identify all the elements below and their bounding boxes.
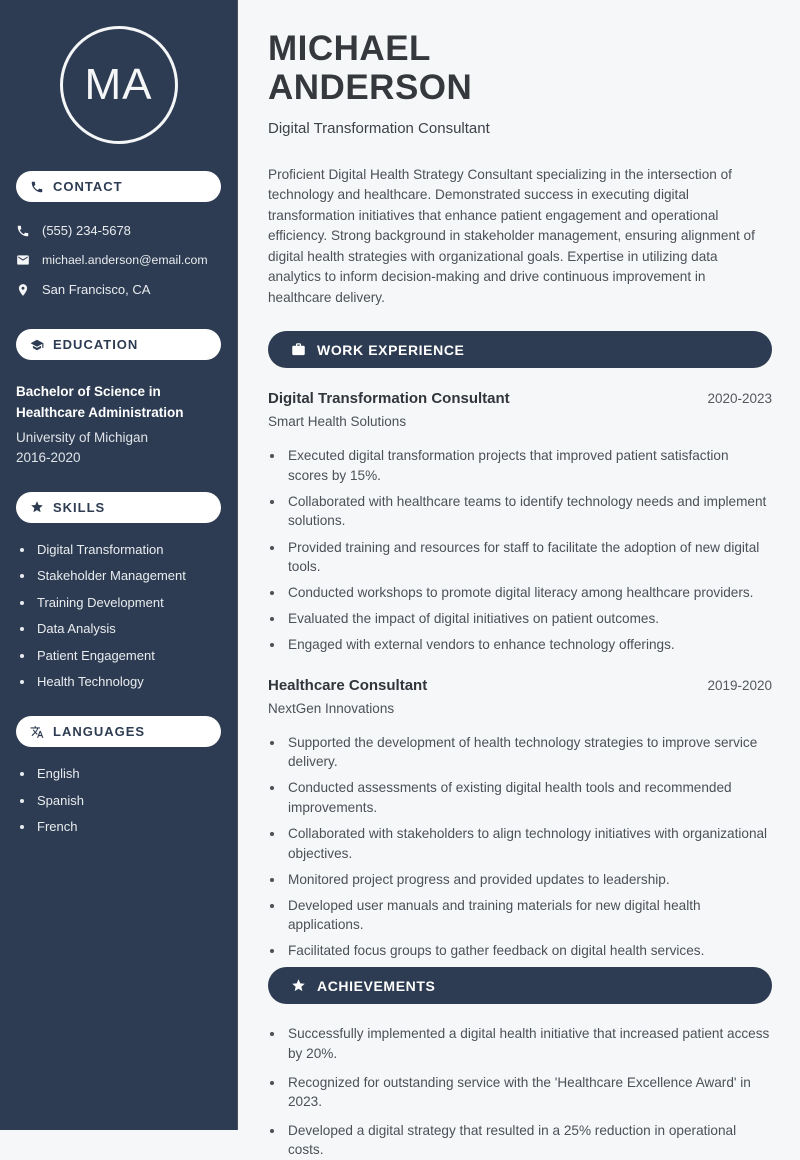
education-section-header <box>16 329 221 360</box>
star-icon <box>30 500 44 514</box>
skill-item: • Health Technology <box>35 674 221 689</box>
achievement-bullet: • Developed a digital strategy that resulted in a 25% reduction in operational costs. <box>285 1121 772 1160</box>
translate-icon <box>30 725 44 739</box>
languages-list <box>16 766 221 834</box>
graduation-cap-icon <box>30 338 44 352</box>
person-name-line1: MICHAEL <box>268 29 431 68</box>
job-header <box>268 677 772 694</box>
education-school: University of Michigan <box>16 429 149 445</box>
skill-item: • Stakeholder Management <box>35 568 221 583</box>
job-title: Healthcare Consultant <box>268 676 428 694</box>
skills-list <box>16 542 221 690</box>
person-title: Digital Transformation Consultant <box>268 119 490 137</box>
contact-location-value: San Francisco, CA <box>42 282 151 297</box>
skills-section-header <box>16 492 221 523</box>
work-experience-section-header <box>268 331 772 368</box>
job-bullet: • Supported the development of health technology strategies to improve service delivery. <box>285 733 772 772</box>
job-bullet: • Conducted assessments of existing digital health tools and recommended improvements. <box>285 778 772 817</box>
job-title: Digital Transformation Consultant <box>268 390 510 408</box>
skill-item: • Training Development <box>35 595 221 610</box>
job-entry <box>268 390 772 655</box>
job-bullet: • Provided training and resources for staff to facilitate the adoption of new digital tools. <box>285 538 772 577</box>
job-bullet: • Monitored project progress and provided updates to leadership. <box>285 870 772 890</box>
contact-section-label: CONTACT <box>53 179 123 194</box>
contact-email-row <box>16 253 221 267</box>
job-bullet: • Facilitated focus groups to gather feedback on digital health services. <box>285 941 772 961</box>
education-degree: Bachelor of Science in Healthcare Administration <box>16 384 184 420</box>
skill-item: • Digital Transformation <box>35 542 221 557</box>
skills-section-label: SKILLS <box>53 499 106 515</box>
job-company: NextGen Innovations <box>268 700 395 716</box>
briefcase-icon <box>291 342 306 357</box>
person-name-line2: ANDERSON <box>268 67 473 107</box>
contact-location-row <box>16 282 221 297</box>
job-bullet: • Engaged with external vendors to enhance technology offerings. <box>285 635 772 655</box>
job-entry <box>268 677 772 961</box>
work-experience-section-label: WORK EXPERIENCE <box>317 341 465 358</box>
avatar-initials: MA <box>84 60 153 109</box>
achievements-section-label: ACHIEVEMENTS <box>317 977 436 994</box>
education-years: 2016-2020 <box>16 449 81 465</box>
location-pin-icon <box>16 283 30 297</box>
person-name <box>268 30 772 108</box>
contact-section-header <box>16 171 221 202</box>
contact-email-value: michael.anderson@email.com <box>42 253 208 267</box>
star-icon <box>291 978 306 993</box>
professional-summary: Proficient Digital Health Strategy Consultant specializing in the intersection of technology and healthcare. Demonstrated success in executing digital transformation initiatives that enhance patient engagement and operational efficiency. Strong background in stakeholder management, ensuring alignment of digital health strategies with organizational goals. Expertise in utilizing data analytics to inform decision-making and drive continuous improvement in healthcare delivery. <box>268 166 755 305</box>
skill-item: • Patient Engagement <box>35 648 221 663</box>
sidebar <box>0 0 238 1130</box>
job-bullet: • Executed digital transformation projects that improved patient satisfaction scores by 15%. <box>285 446 772 485</box>
languages-section-label: LANGUAGES <box>53 724 146 740</box>
contact-phone-value: (555) 234-5678 <box>42 223 131 238</box>
phone-icon <box>16 224 30 238</box>
email-icon <box>16 253 30 267</box>
job-bullet: • Conducted workshops to promote digital literacy among healthcare providers. <box>285 583 772 603</box>
education-section-label: EDUCATION <box>53 337 139 352</box>
achievements-list <box>268 1024 772 1159</box>
job-bullet: • Developed user manuals and training materials for new digital health applications. <box>285 896 772 935</box>
language-item: • French <box>35 819 221 834</box>
job-company: Smart Health Solutions <box>268 414 407 430</box>
phone-icon <box>30 180 44 194</box>
language-item: • Spanish <box>35 793 221 808</box>
job-period: 2020-2023 <box>707 391 772 407</box>
job-bullet: • Collaborated with healthcare teams to identify technology needs and implement solutions. <box>285 492 772 531</box>
avatar <box>60 26 178 144</box>
job-bullet-list <box>268 446 772 655</box>
main-content <box>238 0 800 1158</box>
contact-list <box>16 223 221 297</box>
languages-section-header <box>16 716 221 747</box>
language-item: • English <box>35 766 221 781</box>
skill-item: • Data Analysis <box>35 621 221 636</box>
job-bullet: • Evaluated the impact of digital initiatives on patient outcomes. <box>285 609 772 629</box>
job-bullet: • Collaborated with stakeholders to align technology initiatives with organizational objectives. <box>285 824 772 863</box>
job-bullet-list <box>268 733 772 961</box>
achievement-bullet: • Recognized for outstanding service with the 'Healthcare Excellence Award' in 2023. <box>285 1073 772 1112</box>
job-period: 2019-2020 <box>707 677 772 693</box>
achievement-bullet: • Successfully implemented a digital health initiative that increased patient access by 20%. <box>285 1024 772 1063</box>
contact-phone-row <box>16 223 221 238</box>
achievements-section-header <box>268 967 772 1004</box>
job-header <box>268 390 772 407</box>
